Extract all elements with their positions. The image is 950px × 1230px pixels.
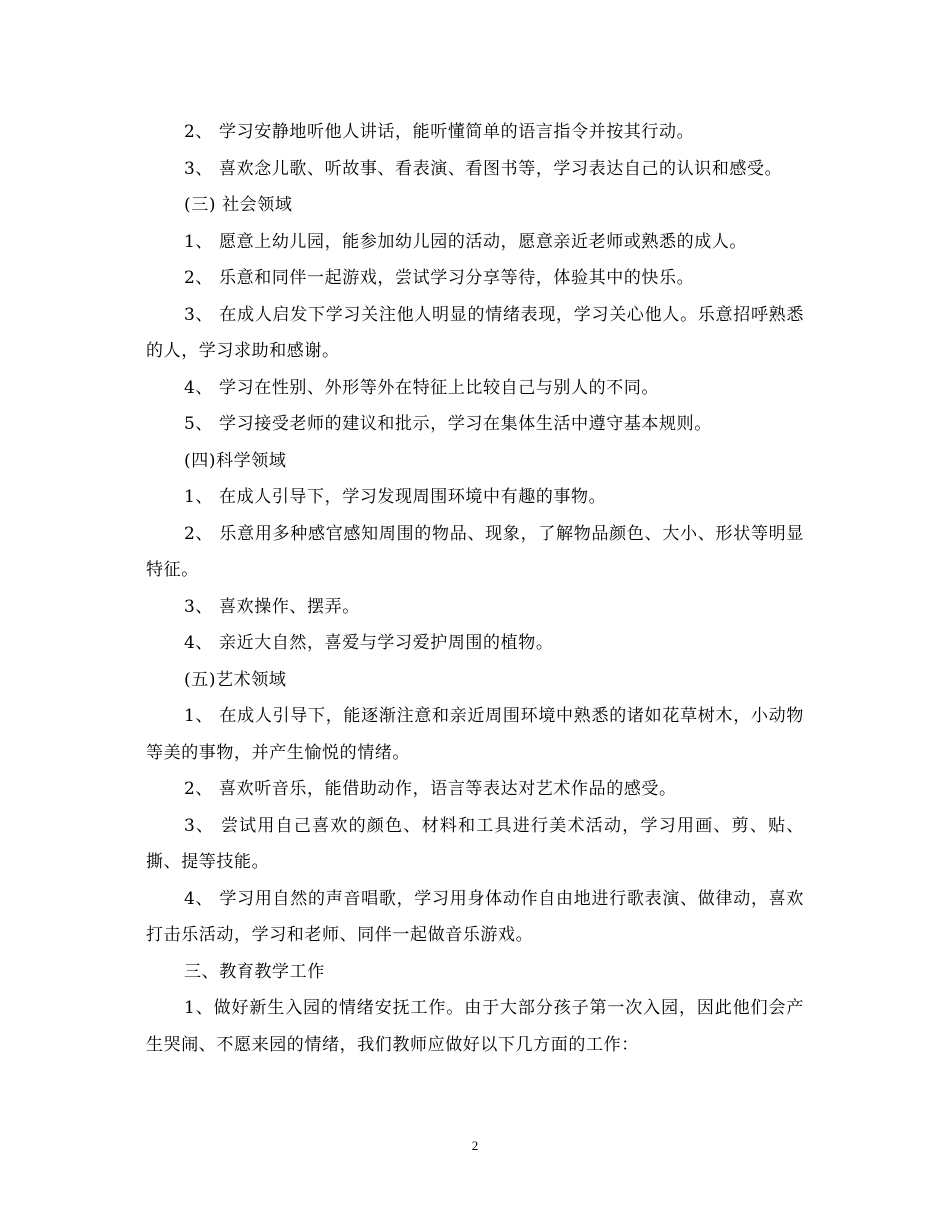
paragraph: 5、 学习接受老师的建议和批示，学习在集体生活中遵守基本规则。 (184, 414, 712, 434)
paragraph: 4、 学习在性别、外形等外在特征上比较自己与别人的不同。 (184, 377, 660, 398)
section-heading: (五)艺术领域 (184, 669, 287, 690)
section-heading: 三、教育教学工作 (184, 961, 325, 982)
paragraph: 4、 学习用自然的声音唱歌，学习用身体动作自由地进行歌表演、做律动，喜欢打击乐活动，学习和老师、同伴一起做音乐游戏。 (146, 888, 804, 945)
section-heading: (四)科学领域 (184, 450, 287, 471)
paragraph: 1、 愿意上幼儿园，能参加幼儿园的活动，愿意亲近老师或熟悉的成人。 (184, 231, 748, 252)
paragraph: 2、 学习安静地听他人讲话，能听懂简单的语言指令并按其行动。 (184, 122, 695, 142)
paragraph: 2、 喜欢听音乐，能借助动作，语言等表达对艺术作品的感受。 (184, 779, 677, 799)
paragraph: 2、 乐意用多种感官感知周围的物品、现象，了解物品颜色、大小、形状等明显特征。 (146, 523, 804, 580)
page-number: 2 (471, 1138, 479, 1153)
document-body (146, 114, 804, 1063)
paragraph: 3、 喜欢操作、摆弄。 (184, 596, 360, 617)
paragraph: 4、 亲近大自然，喜爱与学习爱护周围的植物。 (184, 633, 554, 653)
paragraph: 1、 在成人引导下，学习发现周围环境中有趣的事物。 (184, 487, 607, 507)
paragraph: 1、 在成人引导下，能逐渐注意和亲近周围环境中熟悉的诸如花草树木，小动物等美的事物，并产生愉悦的情绪。 (146, 706, 804, 763)
paragraph: 2、 乐意和同伴一起游戏，尝试学习分享等待，体验其中的快乐。 (184, 268, 695, 288)
paragraph: 3、 尝试用自己喜欢的颜色、材料和工具进行美术活动，学习用画、剪、贴、撕、提等技能。 (146, 815, 804, 872)
paragraph: 3、 在成人启发下学习关注他人明显的情绪表现，学习关心他人。乐意招呼熟悉的人，学习求助和感谢。 (146, 304, 804, 361)
section-heading: (三) 社会领域 (184, 195, 293, 215)
paragraph: 3、 喜欢念儿歌、听故事、看表演、看图书等，学习表达自己的认识和感受。 (184, 158, 783, 179)
paragraph: 1、做好新生入园的情绪安抚工作。由于大部分孩子第一次入园，因此他们会产生哭闹、不愿来园的情绪，我们教师应做好以下几方面的工作： (146, 998, 804, 1055)
